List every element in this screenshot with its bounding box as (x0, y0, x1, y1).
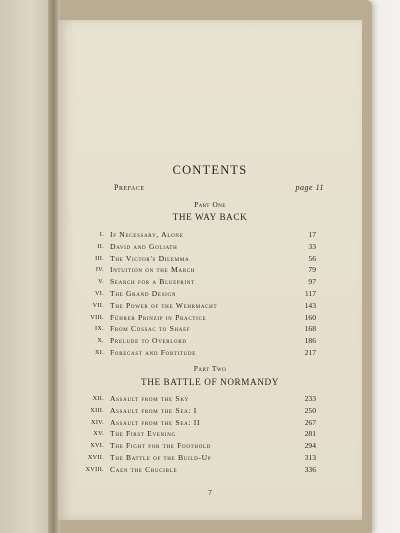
chapter-number: XVI. (90, 442, 104, 450)
chapter-page-number: 117 (304, 289, 316, 298)
toc-row (76, 394, 316, 406)
chapter-number: XVIII. (85, 465, 104, 473)
toc-row (76, 418, 316, 430)
page-title: CONTENTS (172, 163, 248, 177)
chapter-title: The Fight for the Foothold (110, 441, 212, 451)
toc-row (76, 242, 316, 254)
chapter-number: XIV. (91, 418, 104, 426)
chapter-number: VII. (92, 301, 104, 309)
chapter-page-number: 294 (304, 441, 316, 451)
chapter-page-number: 267 (304, 417, 316, 427)
chapter-title: The First Evening (110, 429, 176, 439)
chapter-page-number: 233 (304, 394, 316, 403)
chapter-number: II. (97, 242, 104, 250)
page-number: 7 (208, 488, 212, 497)
toc-row (76, 336, 316, 348)
part-two-label: Part Two (193, 364, 227, 373)
chapter-number: III. (95, 254, 104, 262)
chapter-page-number: 79 (308, 265, 316, 275)
chapter-title: If Necessary, Alone (110, 230, 184, 239)
chapter-page-number: 313 (304, 453, 316, 462)
chapter-page-number: 160 (304, 312, 316, 322)
part-one-label: Part One (194, 200, 226, 209)
left-page-edge (0, 0, 52, 533)
chapter-page-number: 33 (308, 241, 316, 251)
toc-row (76, 277, 316, 289)
chapter-page-number: 143 (304, 300, 316, 310)
toc-row (76, 301, 316, 313)
chapter-title: David and Goliath (110, 241, 178, 251)
contents-page (58, 20, 362, 520)
chapter-number: V. (98, 278, 104, 286)
chapter-number: IX. (95, 325, 104, 333)
chapter-title: Assault from the Sea: II (110, 417, 201, 427)
toc-row-preface (114, 183, 324, 195)
chapter-number: XVII. (87, 454, 104, 461)
toc-row (76, 406, 316, 418)
chapter-number: XII. (92, 395, 104, 402)
chapter-page-number: 168 (304, 324, 316, 334)
chapter-title: The Grand Design (110, 289, 177, 298)
preface-label: Preface (114, 183, 145, 192)
chapter-page-number: 56 (308, 253, 316, 263)
chapter-number: IV. (95, 266, 104, 274)
chapter-title: The Battle of the Build-Up (110, 453, 212, 462)
chapter-title: Prelude to Overlord (110, 336, 187, 346)
preface-page-number: page 11 (295, 183, 324, 192)
chapter-title: From Cossac to Shaef (110, 324, 191, 334)
chapter-title: Führer Prinzip in Practice (110, 312, 207, 322)
chapter-title: The Power of the Wehrmacht (110, 300, 218, 310)
chapter-page-number: 250 (304, 405, 316, 415)
toc-row (76, 289, 316, 301)
chapter-number: I. (99, 231, 104, 238)
chapter-page-number: 186 (304, 336, 316, 346)
chapter-page-number: 336 (304, 464, 316, 474)
chapter-number: XV. (93, 430, 104, 438)
chapter-title: Caen the Crucible (110, 464, 178, 474)
toc-row (76, 324, 316, 336)
chapter-number: XI. (95, 349, 104, 356)
chapter-title: Forecast and Fortitude (110, 348, 196, 357)
chapter-page-number: 17 (308, 230, 316, 239)
part-one-title: THE WAY BACK (172, 212, 248, 222)
chapter-number: VIII. (90, 313, 104, 321)
chapter-title: Search for a Blueprint (110, 277, 195, 287)
chapter-title: Assault from the Sky (110, 394, 189, 403)
toc-row (76, 465, 316, 477)
chapter-title: Assault from the Sea: I (110, 405, 198, 415)
chapter-number: VI. (95, 290, 104, 297)
chapter-number: XIII. (90, 406, 104, 414)
toc-row (76, 348, 316, 360)
chapter-page-number: 217 (304, 348, 316, 357)
chapter-page-number: 281 (304, 429, 316, 439)
toc-row (76, 429, 316, 441)
chapter-title: Intuition on the March (110, 265, 196, 275)
toc-row (76, 254, 316, 266)
toc-row (76, 230, 316, 242)
toc-row (76, 453, 316, 465)
chapter-page-number: 97 (308, 277, 316, 287)
toc-row (76, 265, 316, 277)
chapter-number: X. (97, 337, 104, 345)
part-two-title: THE BATTLE OF NORMANDY (141, 377, 279, 387)
toc-row (76, 313, 316, 325)
toc-row (76, 441, 316, 453)
chapter-title: The Victor's Dilemma (110, 253, 190, 263)
